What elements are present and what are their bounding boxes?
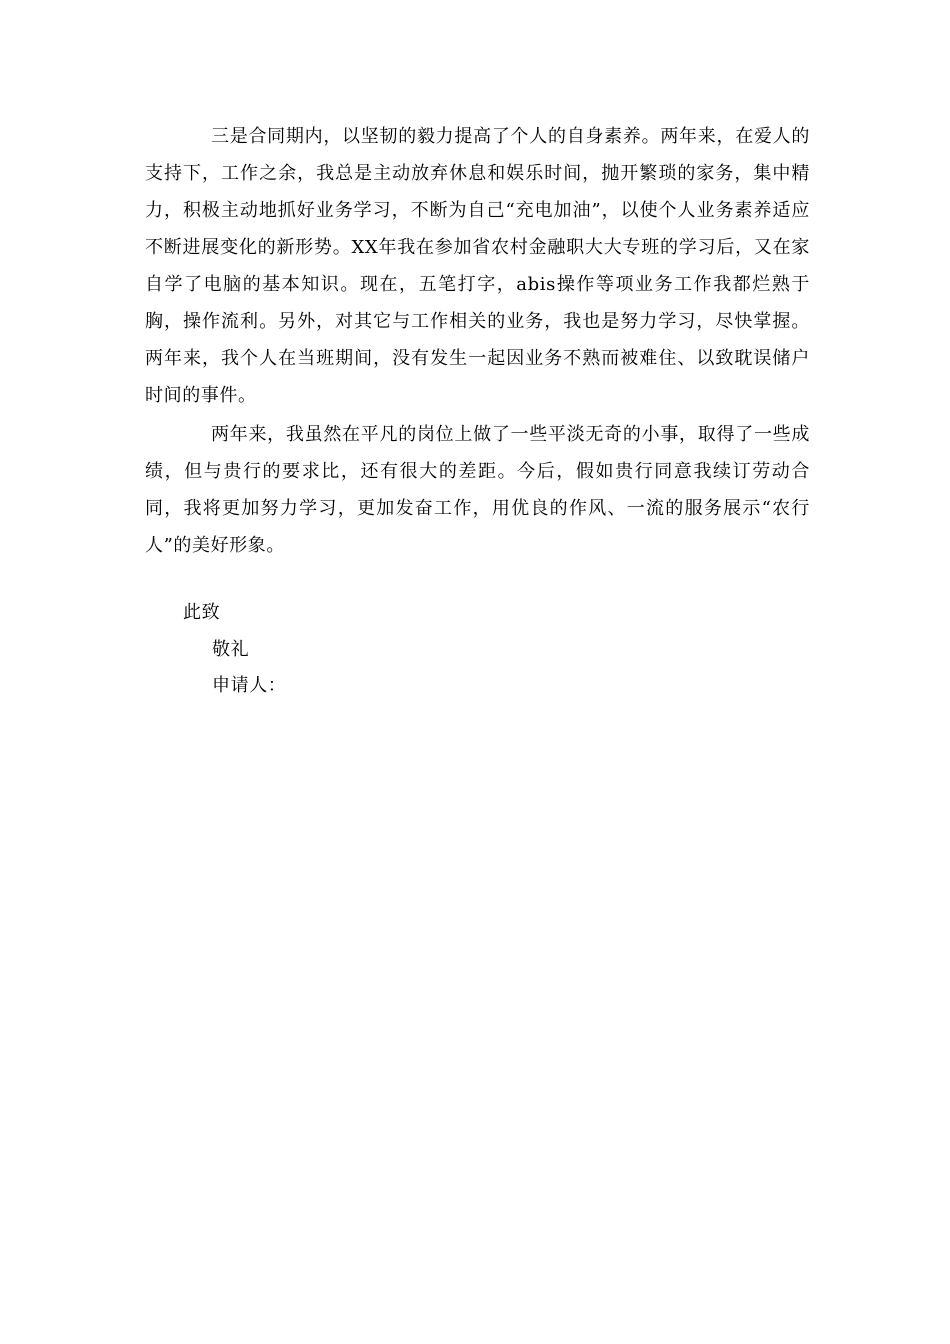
- body-paragraph-self-improvement: 三是合同期内，以坚韧的毅力提高了个人的自身素养。两年来，在爱人的支持下，工作之余，我总是主动放弃休息和娱乐时间，抛开繁琐的家务，集中精力，积极主动地抓好业务学习，不断为自己“充电加油”，以使个人业务素养适应不断进展变化的新形势。XX年我在参加省农村金融职大大专班的学习后，又在家自学了电脑的基本知识。现在，五笔打字，abis操作等项业务工作我都烂熟于胸，操作流利。另外，对其它与工作相关的业务，我也是努力学习，尽快掌握。两年来，我个人在当班期间，没有发生一起因业务不熟而被难住、以致耽误储户时间的事件。: [145, 126, 810, 406]
- applicant-signature-label: 申请人：: [212, 675, 287, 696]
- body-paragraph-conclusion: 两年来，我虽然在平凡的岗位上做了一些平淡无奇的小事，取得了一些成绩，但与贵行的要求比，还有很大的差距。今后，假如贵行同意我续订劳动合同，我将更加努力学习，更加发奋工作，用优良的作风、一流的服务展示“农行人”的美好形象。: [145, 424, 810, 556]
- closing-regards: 敬礼: [212, 639, 250, 660]
- closing-salutation: 此致: [183, 602, 221, 623]
